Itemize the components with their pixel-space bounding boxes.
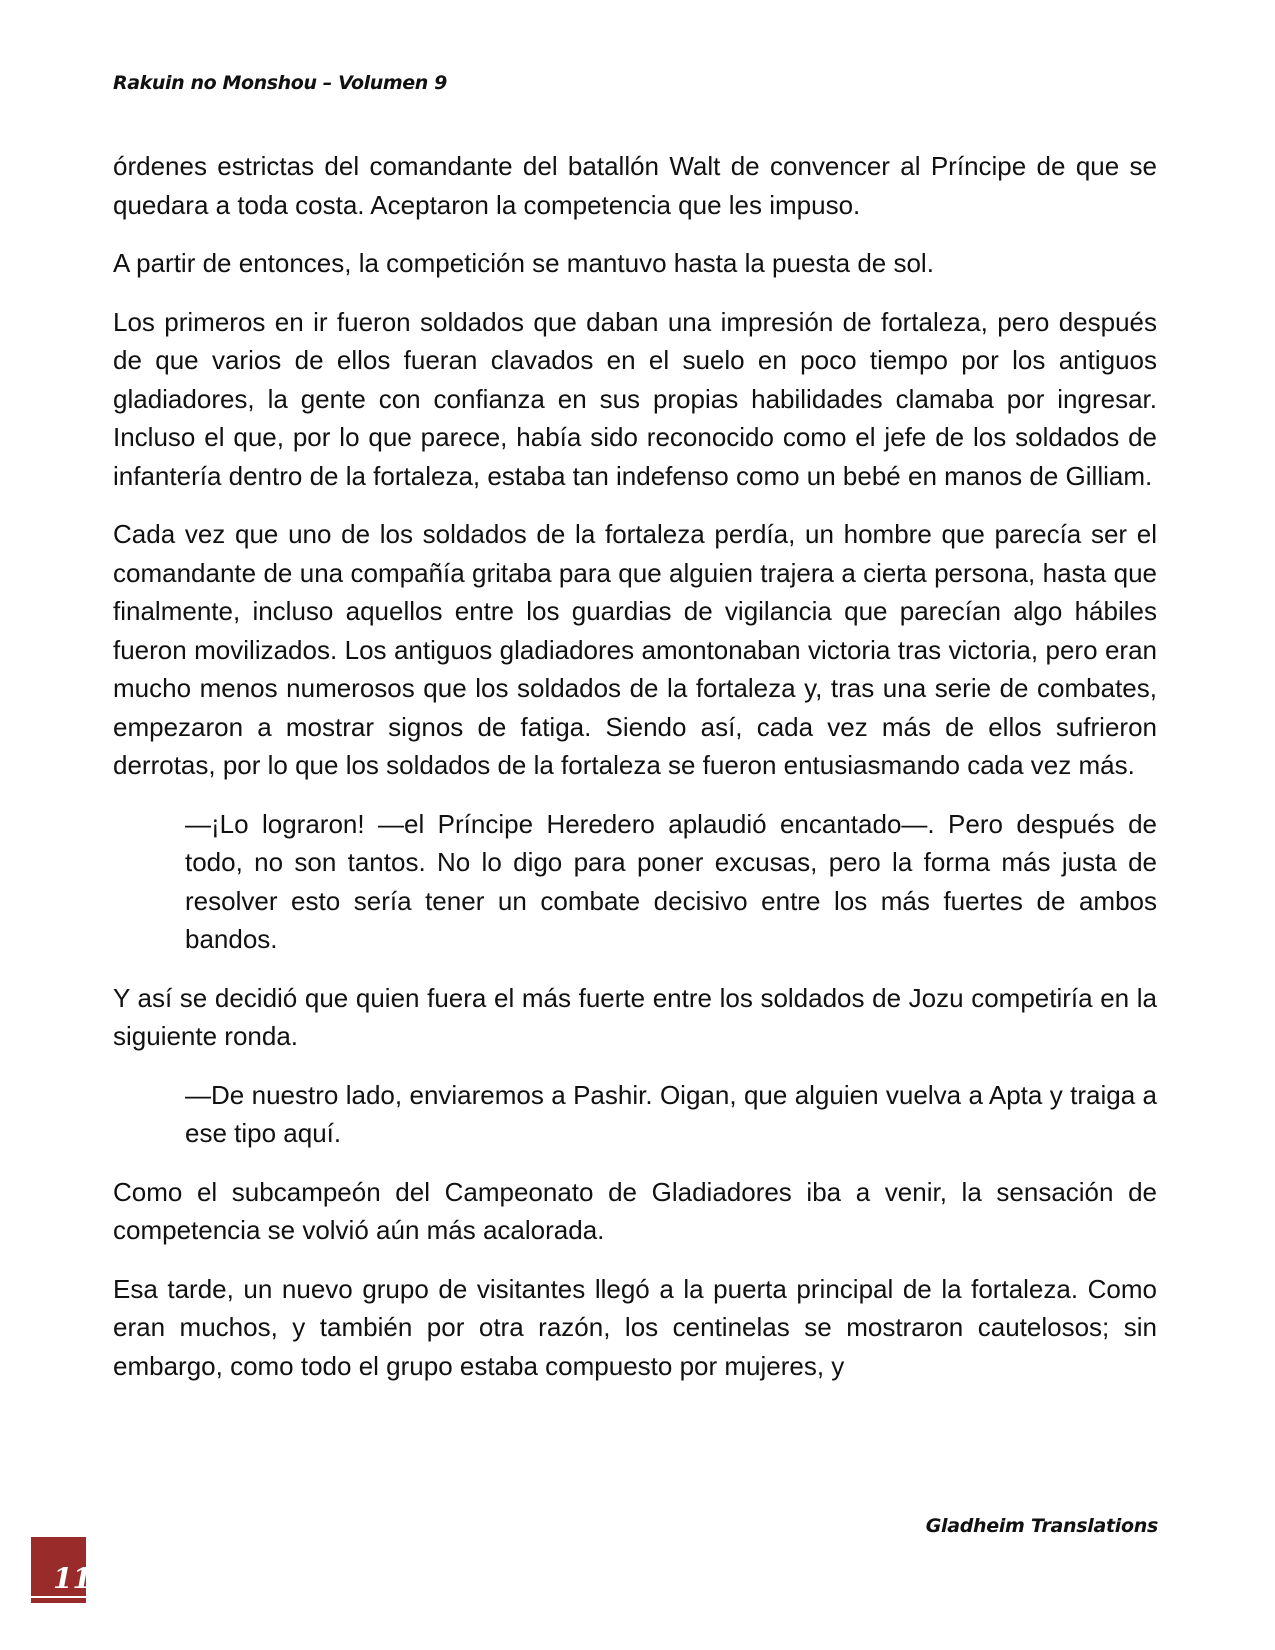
dialogue-paragraph: —De nuestro lado, enviaremos a Pashir. Oigan, que alguien vuelva a Apta y traiga a ese tipo aquí. [185, 1079, 1157, 1148]
page-body [113, 147, 1157, 1405]
paragraph: Esa tarde, un nuevo grupo de visitantes llegó a la puerta principal de la fortaleza. Como eran muchos, y también por otra razón, los centinelas se mostraron cautelosos; sin embargo, como todo el grupo estaba compuesto por mujeres, y [113, 1273, 1157, 1381]
paragraph: Como el subcampeón del Campeonato de Gladiadores iba a venir, la sensación de competencia se volvió aún más acalorada. [113, 1176, 1157, 1245]
paragraph: órdenes estrictas del comandante del batallón Walt de convencer al Príncipe de que se quedara a toda costa. Aceptaron la competencia que les impuso. [113, 151, 1157, 220]
paragraph: Cada vez que uno de los soldados de la fortaleza perdía, un hombre que parecía ser el comandante de una compañía gritaba para que alguien trajera a cierta persona, hasta que finalmente, incluso aquellos entre los guardias de vigilancia que parecían algo hábiles fueron movilizados. Los antiguos gladiadores amontonaban victoria tras victoria, pero eran mucho menos numerosos que los soldados de la fortaleza y, tras una serie de combates, empezaron a mostrar signos de fatiga. Siendo así, cada vez más de ellos sufrieron derrotas, por lo que los soldados de la fortaleza se fueron entusiasmando cada vez más. [113, 519, 1157, 780]
translator-credit: Gladheim Translations [925, 1515, 1158, 1537]
paragraph: Y así se decidió que quien fuera el más fuerte entre los soldados de Jozu competiría en la siguiente ronda. [113, 982, 1157, 1051]
dialogue-paragraph: —¡Lo lograron! —el Príncipe Heredero aplaudió encantado—. Pero después de todo, no son tantos. No lo digo para poner excusas, pero la forma más justa de resolver esto sería tener un combate decisivo entre los más fuertes de ambos bandos. [185, 808, 1157, 954]
page-number-underline [31, 1596, 86, 1598]
running-header: Rakuin no Monshou – Volumen 9 [113, 72, 447, 94]
page-number: 11 [53, 1562, 92, 1595]
paragraph: A partir de entonces, la competición se mantuvo hasta la puesta de sol. [113, 248, 934, 278]
paragraph: Los primeros en ir fueron soldados que daban una impresión de fortaleza, pero después de que varios de ellos fueran clavados en el suelo en poco tiempo por los antiguos gladiadores, la gente con confianza en sus propias habilidades clamaba por ingresar. Incluso el que, por lo que parece, había sido reconocido como el jefe de los soldados de infantería dentro de la fortaleza, estaba tan indefenso como un bebé en manos de Gilliam. [113, 306, 1157, 491]
page-number-box [31, 1537, 92, 1603]
